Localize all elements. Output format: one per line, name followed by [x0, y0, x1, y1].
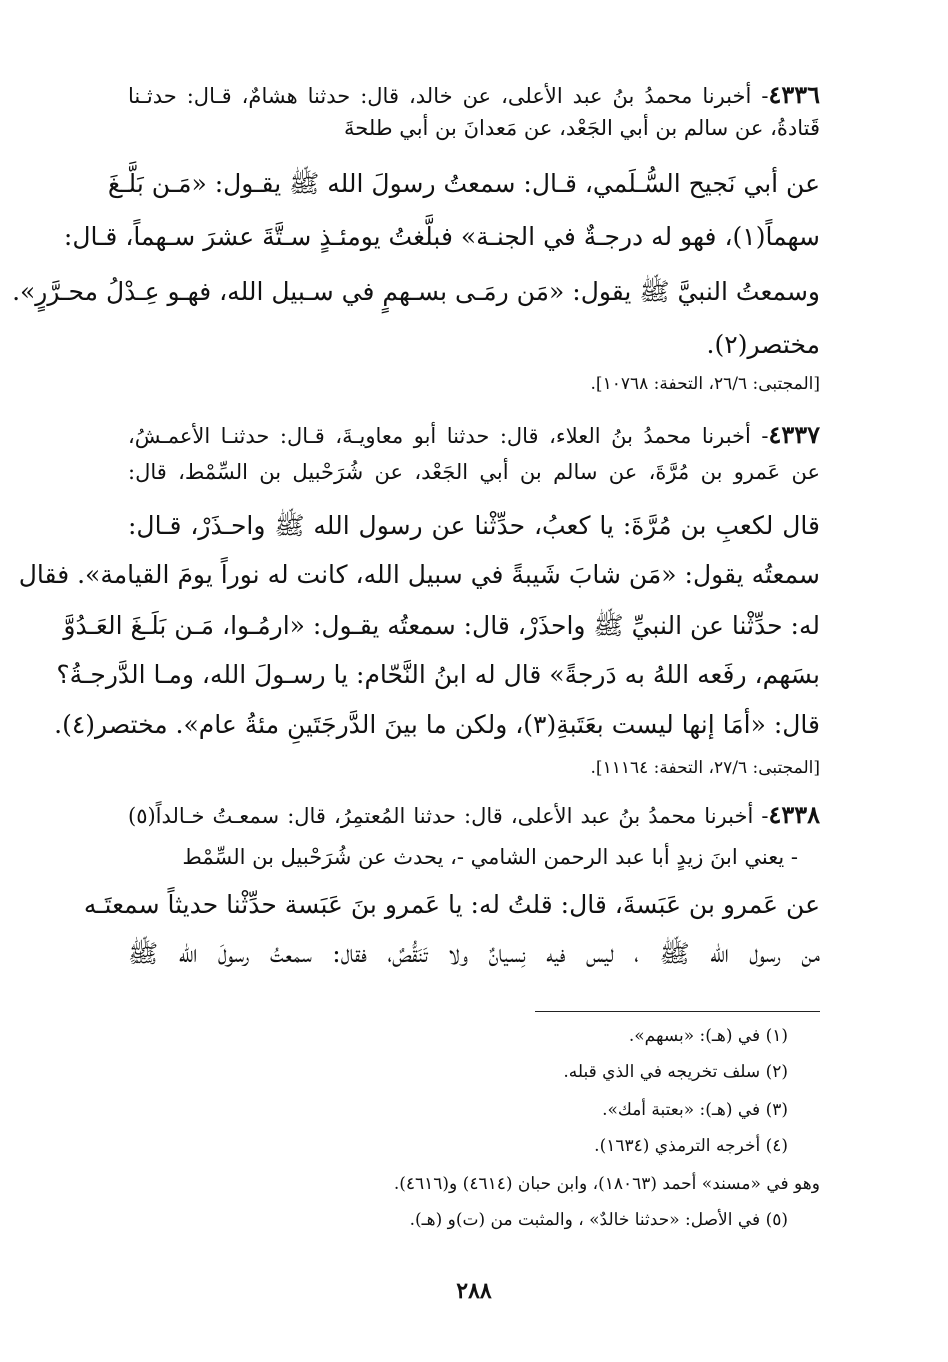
page-number: ٢٨٨	[456, 1278, 492, 1304]
footnote: (٢) سلف تخريجه في الذي قبله.	[563, 1062, 788, 1082]
footnote: (٤) أخرجه الترمذي (١٦٣٤).	[594, 1136, 788, 1156]
hadith-isnad-line: قَتادةُ، عن سالم بن أبي الجَعْد، عن مَعدانَ بن أبي طلحةَ	[344, 116, 820, 140]
footnote: (٣) في (هـ): «بعتبة أمك».	[602, 1100, 788, 1120]
hadith-matn-line: عن أبي نَجيح السُّـلَمي، قـال: سمعتُ رسولَ الله ﷺ يقـول: «مَـن بَلَّـغَ	[107, 169, 820, 198]
hadith-matn-line: قال لكعبِ بن مُرَّةَ: يا كعبُ، حدِّثْنا عن رسول الله ﷺ واحـذَرْ، قـال:	[128, 511, 820, 540]
hadith-matn-line: له: حدِّثْنا عن النبيِّ ﷺ واحذَرْ، قال: سمعتُه يقـول: «ارمُـوا، مَـن بَلَـغَ العَـدُوَّ	[63, 611, 820, 640]
hadith-matn-line: وسمعتُ النبيَّ ﷺ يقول: «مَن رمَـى بسـهمٍ في سـبيل الله، فهـو عِـدْلُ محـرَّرٍ».	[12, 277, 820, 306]
hadith-reference: [المجتبى: ٢٦/٦، التحفة: ١٠٧٦٨].	[590, 374, 820, 394]
hadith-isnad-line: ٤٣٣٦- أخبرنا محمدُ بنُ عبد الأعلى، عن خالد، قال: حدثنا هشامٌ، قـال: حدثـنا	[128, 80, 820, 109]
hadith-matn-line: من رسول الله ﷺ ، ليس فيه نِسيانٌ ولا تَنَقُّصٌ، فقال: سمعتُ رسولَ الله ﷺ	[128, 939, 821, 968]
footnote: (١) في (هـ): «بسهم».	[628, 1026, 788, 1046]
hadith-reference: [المجتبى: ٢٧/٦، التحفة: ١١١٦٤].	[590, 758, 820, 778]
hadith-matn-line: قال: «أمَا إنها ليست بعَتَبةِ(٣)، ولكن ما بينَ الدَّرجَتَينِ مئةُ عام». مختصر(٤).	[54, 710, 820, 739]
hadith-matn-line: عن عَمرو بن عَبَسةَ، قال: قلتُ له: يا عَمرو بنَ عَبَسة حدِّثْنا حديثاً سمعتَـه	[83, 890, 820, 919]
hadith-isnad-line: ٤٣٣٨- أخبرنا محمدُ بنُ عبد الأعلى، قال: حدثنا المُعتمِرُ، قال: سمعـتُ خـالداً(٥)	[128, 800, 820, 829]
footnote-separator	[535, 1011, 820, 1012]
footnote: (٥) في الأصل: «حدثنا خالدٌ» ، والمثبت من (ت)و (هـ).	[409, 1210, 788, 1230]
hadith-number: ٤٣٣٨	[768, 800, 820, 829]
hadith-isnad-line: - يعني ابنَ زيدٍ أبا عبد الرحمن الشامي -، يحدث عن شُرَحْبيل بن السِّمْط	[182, 845, 798, 869]
hadith-isnad-line: عن عَمرو بن مُرَّةَ، عن سالم بن أبي الجَعْد، عن شُرَحْبيل بن السِّمْط، قال:	[128, 460, 820, 484]
hadith-matn-line: سمعتُه يقول: «مَن شابَ شَيبةً في سبيل الله، كانت له نوراً يومَ القيامة». فقال	[18, 560, 820, 589]
footnote: وهو في «مسند» أحمد (١٨٠٦٣)، وابن حبان (٤٦١٤) و(٤٦١٦).	[393, 1174, 820, 1194]
hadith-number: ٤٣٣٦	[768, 80, 820, 109]
hadith-matn-line: سهماً(١)، فهو له درجـةٌ في الجنـة» فبلَّغتُ يومئـذٍ سـتَّةَ عشرَ سـهماً، قـال:	[63, 222, 820, 251]
hadith-matn-line: بسَهم، رفَعه اللهُ به دَرجةً» قال له ابنُ النَّحّام: يا رسـولَ الله، ومـا الدَّرجـةُ؟	[56, 660, 820, 689]
hadith-matn-line: مختصر(٢).	[706, 330, 820, 359]
hadith-isnad-line: ٤٣٣٧- أخبرنا محمدُ بنُ العلاء، قال: حدثنا أبو معاويـةَ، قـال: حدثنـا الأعمـشُ،	[128, 420, 820, 449]
hadith-number: ٤٣٣٧	[768, 420, 820, 449]
